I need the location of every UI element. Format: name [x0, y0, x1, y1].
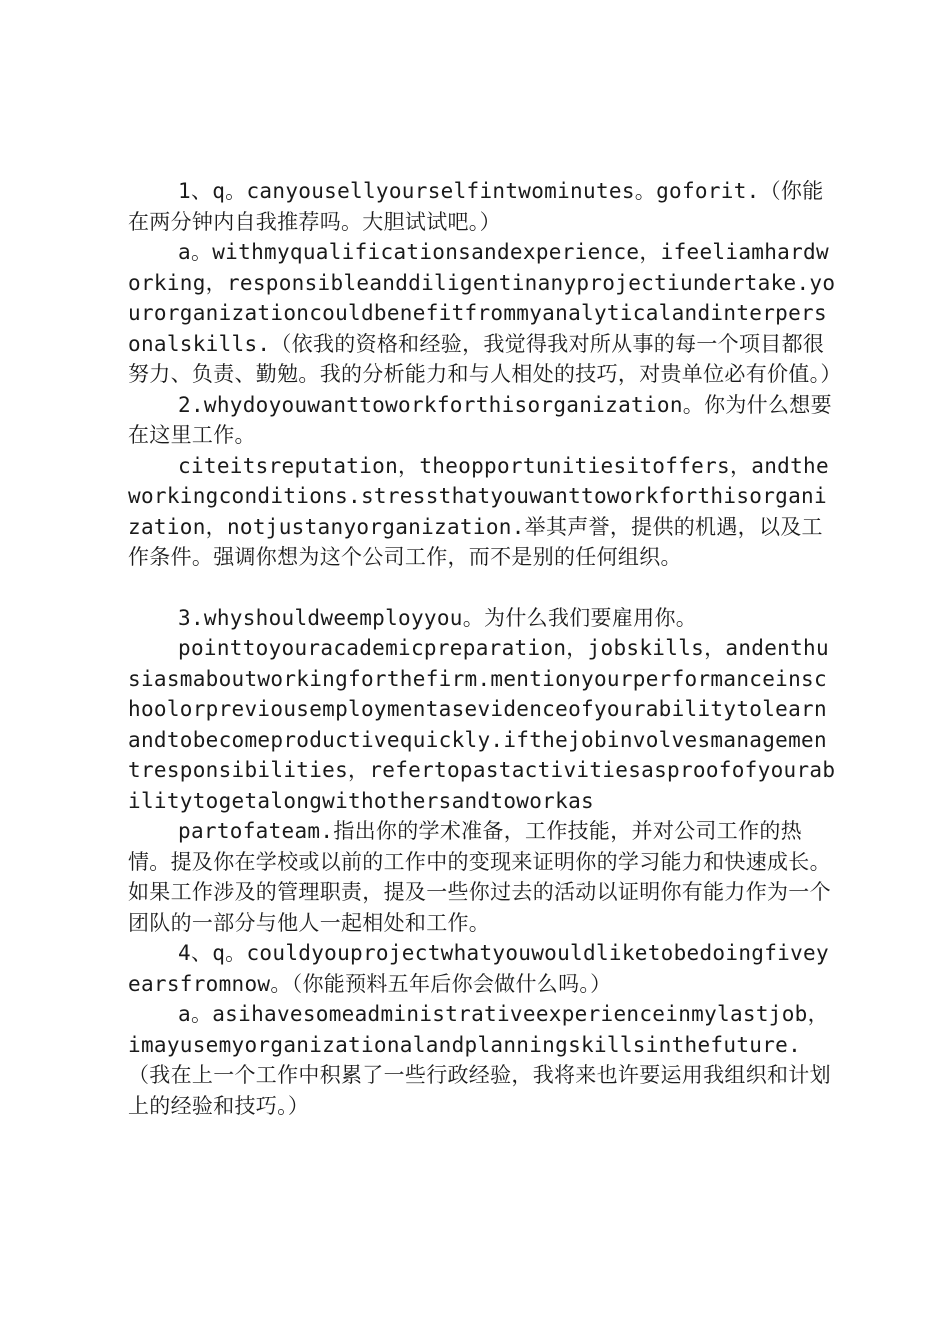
answer-4: a。asihavesomeadministrativeexperienceinmylastjob，imayusemyorganizationalandplanningskillsinthefuture.（我在上一个工作中积累了一些行政经验，我将来也许要运用我组织和计划上的经验和技巧。）	[128, 1002, 831, 1118]
document-body	[128, 176, 842, 1121]
question-3: 3.whyshouldweemployyou。为什么我们要雇用你。	[178, 605, 698, 630]
paragraph-spacer	[128, 573, 836, 603]
answer-3-english: pointtoyouracademicpreparation，jobskills，andenthusiasmaboutworkingforthefirm.mentionyourperformanceinschoolorpreviousemploymentasevidenceofyourabilitytolearnandtobecomeproductivequickly.ifthejobinvolvesmanagementresponsibilities，refertopastactivitiesasproofofyourabilitytogetalongwithothersandtoworkas	[128, 636, 836, 813]
answer-1: a。withmyqualificationsandexperience，ifeeliamhardworking，responsibleanddiligentinanyprojectiundertake.yourorganizationcouldbenefitfrommyanalyticalandinterpersonalskills.（依我的资格和经验，我觉得我对所从事的每一个项目都很努力、负责、勤勉。我的分析能力和与人相处的技巧，对贵单位必有价值。）	[128, 240, 842, 386]
question-1: 1、q。canyousellyourselfintwominutes。goforit.（你能在两分钟内自我推荐吗。大胆试试吧。）	[128, 179, 824, 234]
answer-2: citeitsreputation，theopportunitiesitoffers，andtheworkingconditions.stressthatyouwanttoworkforthisorganization，notjustanyorganization.举其声誉，提供的机遇，以及工作条件。强调你想为这个公司工作，而不是别的任何组织。	[128, 453, 829, 569]
answer-3-continued: partofateam.指出你的学术准备，工作技能，并对公司工作的热情。提及你在学校或以前的工作中的变现来证明你的学习能力和快速成长。如果工作涉及的管理职责，提及一些你过去的活动以证明你有能力作为一个团队的一部分与他人一起相处和工作。	[128, 819, 831, 935]
question-2: 2.whydoyouwanttoworkforthisorganization。你为什么想要在这里工作。	[128, 392, 832, 447]
question-4: 4、q。couldyouprojectwhatyouwouldliketobedoingfiveyearsfromnow。（你能预料五年后你会做什么吗。）	[128, 941, 829, 996]
